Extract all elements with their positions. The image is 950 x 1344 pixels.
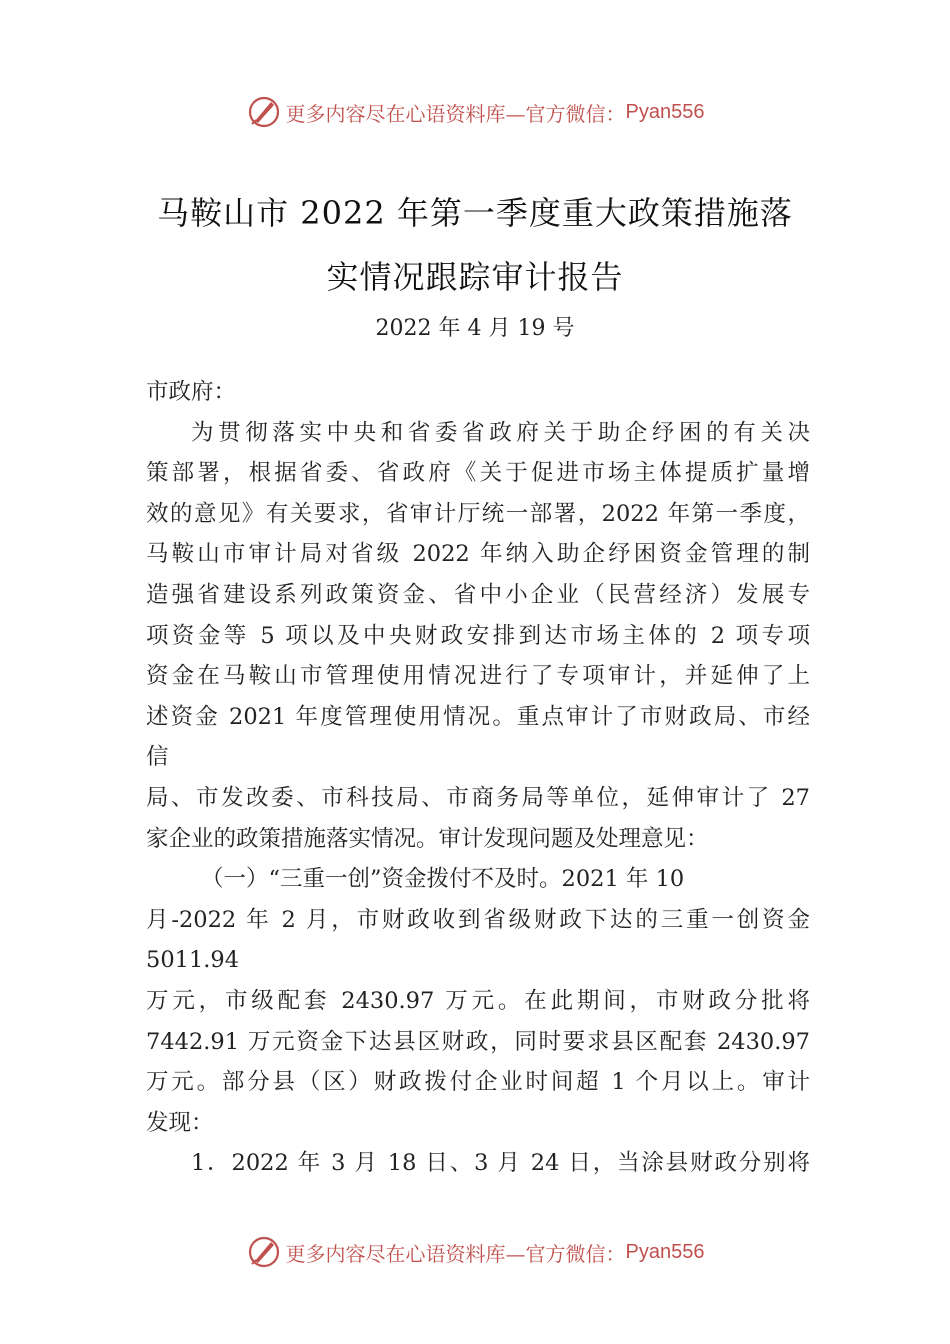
watermark-text: 更多内容尽在心语资料库—官方微信： [285, 101, 626, 126]
body-line: （一）“三重一创”资金拨付不及时。2021 年 10 [201, 866, 685, 893]
body-line: 市政府： [146, 379, 237, 405]
watermark-text: 更多内容尽在心语资料库—官方微信： [285, 1241, 626, 1266]
watermark-wechat-id: Pyan556 [625, 1240, 705, 1263]
body-line: 为贯彻落实中央和省委省政府关于助企纾困的有关决 [191, 419, 810, 446]
footer-watermark [0, 1234, 950, 1270]
body-line: 万元。部分县（区）财政拨付企业时间超 1 个月以上。审计 [146, 1069, 810, 1096]
body-line: 发现： [146, 1109, 214, 1136]
body-line: 马鞍山市审计局对省级 2022 年纳入助企纾困资金管理的制 [146, 541, 810, 568]
quill-pen-logo-icon [246, 1234, 282, 1270]
body-line: 策部署，根据省委、省政府《关于促进市场主体提质扩量增 [146, 460, 810, 487]
report-title-line-2: 实情况跟踪审计报告 [326, 258, 624, 296]
watermark-wechat-id: Pyan556 [625, 100, 705, 123]
body-line: 1．2022 年 3 月 18 日、3 月 24 日，当涂县财政分别将 [191, 1150, 810, 1177]
body-line: 万元，市级配套 2430.97 万元。在此期间，市财政分批将 [146, 987, 810, 1014]
body-line: 信 [146, 744, 169, 771]
body-line: 述资金 2021 年度管理使用情况。重点审计了市财政局、市经 [146, 703, 810, 730]
header-watermark [0, 94, 950, 130]
quill-pen-logo-icon [246, 94, 282, 130]
body-line: 项资金等 5 项以及中央财政安排到达市场主体的 2 项专项 [146, 622, 810, 649]
body-line: 家企业的政策措施落实情况。审计发现问题及处理意见： [146, 825, 709, 852]
body-line: 月-2022 年 2 月，市财政收到省级财政下达的三重一创资金 [146, 906, 810, 933]
body-line: 局、市发改委、市科技局、市商务局等单位，延伸审计了 27 [146, 784, 810, 811]
body-line: 造强省建设系列政策资金、省中小企业（民营经济）发展专 [146, 581, 810, 608]
report-body [146, 372, 810, 1184]
body-line: 7442.91 万元资金下达县区财政，同时要求县区配套 2430.97 [146, 1028, 810, 1055]
report-title-line-1: 马鞍山市 2022 年第一季度重大政策措施落 [157, 194, 793, 232]
report-date: 2022 年 4 月 19 号 [375, 316, 575, 341]
body-line: 效的意见》有关要求，省审计厅统一部署，2022 年第一季度， [146, 500, 810, 527]
body-line: 资金在马鞍山市管理使用情况进行了专项审计，并延伸了上 [146, 663, 810, 690]
body-line: 5011.94 [146, 947, 240, 974]
